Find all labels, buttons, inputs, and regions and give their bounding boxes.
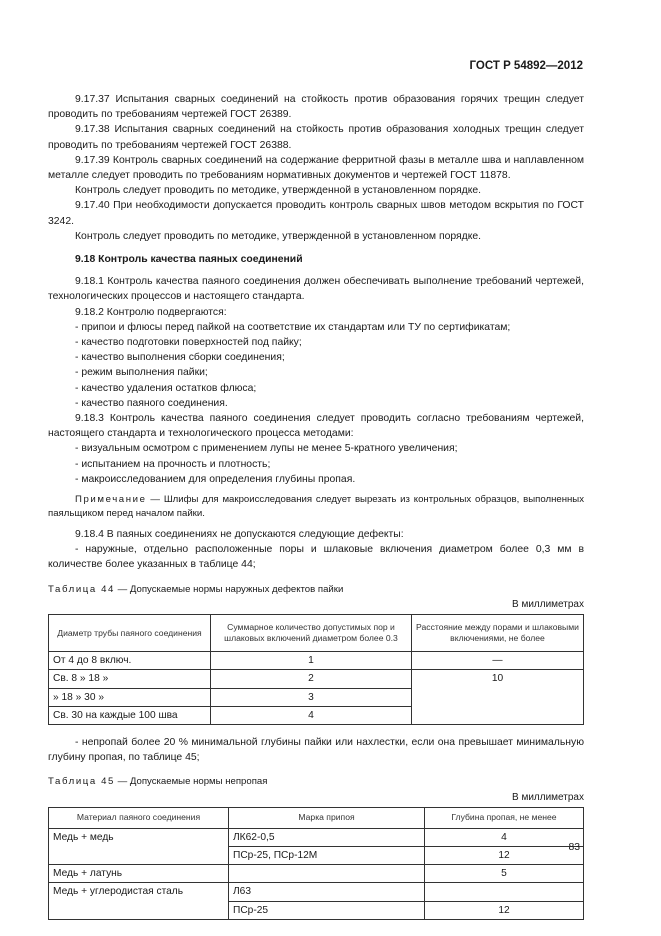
- list-item: - качество выполнения сборки соединения;: [75, 352, 285, 364]
- list-item: - макроисследованием для определения глубины пропая.: [75, 473, 356, 485]
- paragraph-9-18-2: 9.18.2 Контролю подвергаются:: [75, 306, 227, 318]
- column-header-material: Материал паяного соединения: [49, 807, 229, 828]
- table-row: [49, 652, 584, 670]
- table-45-title: — Допускаемые нормы непропая: [114, 776, 268, 788]
- table-45: [48, 807, 584, 920]
- cell-depth: 12: [425, 901, 584, 919]
- column-header-distance: Расстояние между порами и шлаковыми включениями, не более: [412, 615, 584, 652]
- cell-distance: —: [412, 652, 584, 670]
- note-label: Примечание: [75, 494, 147, 506]
- cell-distance: 10: [412, 670, 584, 725]
- cell-depth: 12: [425, 846, 584, 864]
- cell-depth: [425, 883, 584, 901]
- list-item: - качество подготовки поверхностей под пайку;: [75, 337, 302, 349]
- cell-diameter: Св. 8 » 18 »: [49, 670, 211, 688]
- table-44: [48, 614, 584, 725]
- paragraph-9-17-38: 9.17.38 Испытания сварных соединений на стойкость против образования холодных трещин следует проводить по требованиям чертежей ГОСТ 26388.: [48, 124, 584, 151]
- cell-solder: [229, 865, 425, 883]
- paragraph-9-17-37: 9.17.37 Испытания сварных соединений на стойкость против образования горячих трещин следует проводить по требованиям чертежей ГОСТ 26389.: [48, 94, 584, 121]
- list-item: - визуальным осмотром с применением лупы не менее 5-кратного увеличения;: [75, 443, 458, 455]
- table-44-title: — Допускаемые нормы наружных дефектов пайки: [114, 583, 344, 595]
- paragraph-control-method-2: Контроль следует проводить по методике, утвержденной в установленном порядке.: [75, 230, 482, 242]
- cell-solder: Л63: [229, 883, 425, 901]
- cell-material: Медь + латунь: [49, 865, 229, 883]
- list-item: - режим выполнения пайки;: [75, 367, 208, 379]
- column-header-diameter: Диаметр трубы паяного соединения: [49, 615, 211, 652]
- table-row: [49, 865, 584, 883]
- table-header-row: [49, 807, 584, 828]
- list-item: - припои и флюсы перед пайкой на соответствие их стандартам или ТУ по сертификатам;: [75, 321, 511, 333]
- table-row: [49, 670, 584, 688]
- list-item: - испытанием на прочность и плотность;: [75, 458, 271, 470]
- table-44-units: В миллиметрах: [512, 598, 584, 610]
- cell-count: 1: [211, 652, 412, 670]
- note-text: — Шлифы для макроисследования следует вырезать из контрольных образцов, выполненных паяльщиком перед началом пайки.: [48, 494, 584, 519]
- table-45-label: Таблица 45: [48, 776, 115, 788]
- cell-material: Медь + медь: [49, 828, 229, 864]
- table-header-row: [49, 615, 584, 652]
- cell-diameter: От 4 до 8 включ.: [49, 652, 211, 670]
- cell-diameter: » 18 » 30 »: [49, 688, 211, 706]
- cell-count: 4: [211, 706, 412, 724]
- cell-depth: 5: [425, 865, 584, 883]
- section-heading-9-18: 9.18 Контроль качества паяных соединений: [75, 254, 303, 266]
- paragraph-9-18-4: 9.18.4 В паяных соединениях не допускаются следующие дефекты:: [75, 529, 404, 541]
- document-id-header: ГОСТ Р 54892—2012: [469, 60, 583, 72]
- paragraph-control-method-1: Контроль следует проводить по методике, утвержденной в установленном порядке.: [75, 185, 482, 197]
- column-header-count: Суммарное количество допустимых пор и шлаковых включений диаметром более 0.3: [211, 615, 412, 652]
- table-row: [49, 883, 584, 901]
- paragraph-9-18-1: 9.18.1 Контроль качества паяного соединения должен обеспечивать выполнение требований чертежей, технологических процессов и настоящего стандарта.: [48, 276, 584, 303]
- table-44-label: Таблица 44: [48, 583, 115, 595]
- cell-count: 2: [211, 670, 412, 688]
- paragraph-defect-pores: - наружные, отдельно расположенные поры и шлаковые включения диаметром более 0,3 мм в количестве более указанных в таблице 44;: [48, 544, 584, 571]
- paragraph-defect-lack-of-solder: - непропай более 20 % минимальной глубины пайки или нахлестки, если она превышает минимальную глубину пропая, по таблице 45;: [48, 736, 584, 764]
- cell-solder: ПСр-25, ПСр-12М: [229, 846, 425, 864]
- table-45-caption: [48, 774, 584, 789]
- cell-material: Медь + углеродистая сталь: [49, 883, 229, 919]
- list-item: - качество удаления остатков флюса;: [75, 382, 257, 394]
- column-header-depth: Глубина пропая, не менее: [425, 807, 584, 828]
- paragraph-9-18-3: 9.18.3 Контроль качества паяного соединения следует проводить согласно требованиям чертежей, настоящего стандарта и технологического процесса методами:: [48, 413, 584, 440]
- table-row: [49, 828, 584, 846]
- paragraph-9-17-40: 9.17.40 При необходимости допускается проводить контроль сварных швов методом вскрытия по ГОСТ 3242.: [48, 200, 584, 227]
- cell-solder: ПСр-25: [229, 901, 425, 919]
- page-number: 83: [568, 842, 580, 853]
- column-header-solder: Марка припоя: [229, 807, 425, 828]
- document-body: [48, 92, 584, 920]
- list-item: - качество паяного соединения.: [75, 397, 228, 409]
- cell-solder: ЛК62-0,5: [229, 828, 425, 846]
- cell-count: 3: [211, 688, 412, 706]
- table-44-caption: [48, 582, 584, 597]
- note: [48, 493, 584, 520]
- paragraph-9-17-39: 9.17.39 Контроль сварных соединений на содержание ферритной фазы в металле шва и наплавленном металле следует проводить по требованиям нормативных документов и чертежей ГОСТ 11878.: [48, 154, 584, 182]
- cell-diameter: Св. 30 на каждые 100 шва: [49, 706, 211, 724]
- cell-depth: 4: [425, 828, 584, 846]
- table-45-units: В миллиметрах: [512, 791, 584, 803]
